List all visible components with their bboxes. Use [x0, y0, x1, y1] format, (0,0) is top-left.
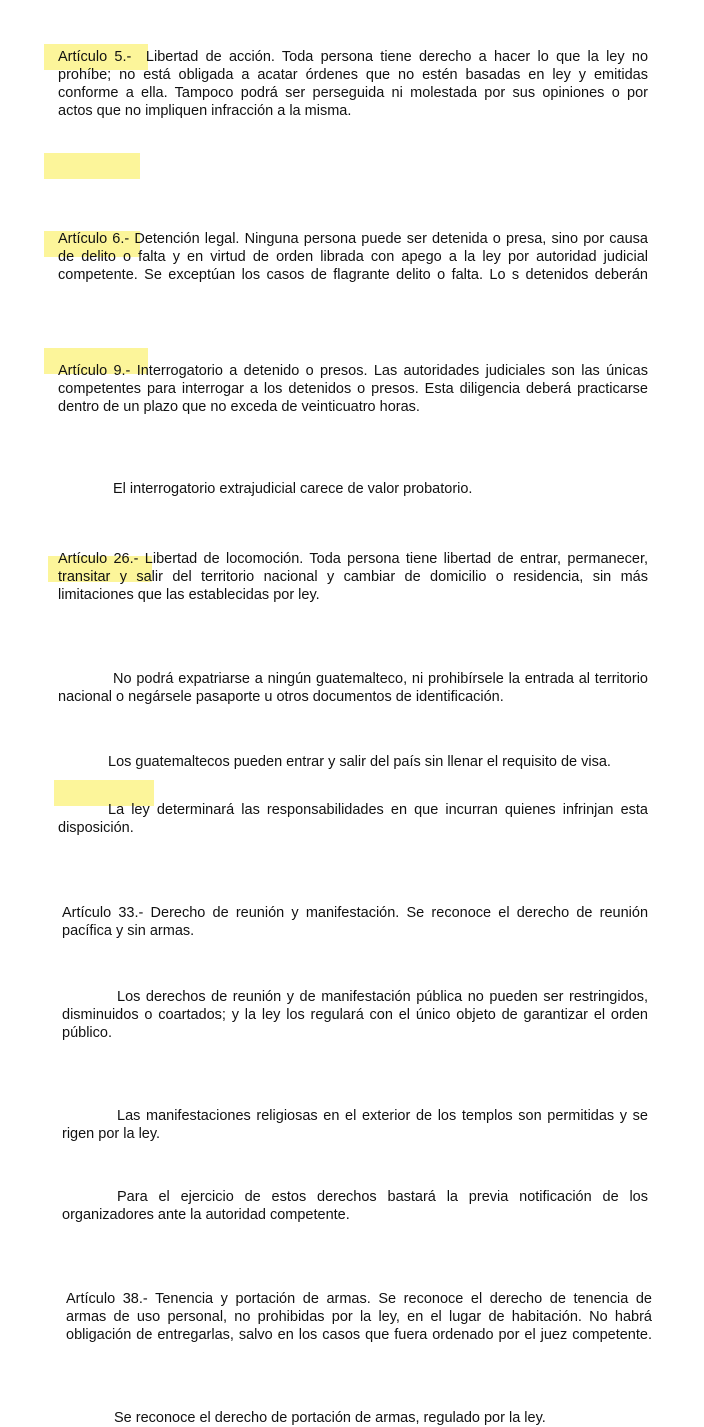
- article-33: [62, 904, 648, 940]
- article-line: transitar y salir del territorio nacional y cambiar de domicilio o residencia, sin más: [58, 569, 648, 585]
- article-line: obligación de entregarlas, salvo en los casos que fuera ordenado por el juez competente.: [66, 1327, 652, 1343]
- article-line: competentes para interrogar a los detenidos o presos. Esta diligencia deberá practicarse: [58, 381, 648, 397]
- article-26-paragraph-2: [58, 753, 648, 771]
- article-9-paragraph: [58, 480, 648, 498]
- article-26-paragraph-1: [58, 670, 648, 706]
- article-line: Las manifestaciones religiosas en el exterior de los templos son permitidas y se: [117, 1108, 648, 1124]
- article-label: Artículo 38.-: [66, 1291, 148, 1307]
- article-line: La ley determinará las responsabilidades en que incurran quienes infrinjan esta: [108, 802, 648, 818]
- article-label: Artículo 26.-: [58, 551, 139, 567]
- article-label: Artículo 9.-: [58, 363, 131, 379]
- article-line: disminuidos o coartados; y la ley los regulará con el único objeto de garantizar el orden: [62, 1007, 648, 1023]
- article-line: [66, 1290, 652, 1308]
- article-line: actos que no impliquen infracción a la misma.: [58, 103, 352, 119]
- article-text: Derecho de reunión y manifestación. Se reconoce el derecho de reunión: [150, 905, 648, 921]
- article-text: Tenencia y portación de armas. Se reconoce el derecho de tenencia de: [155, 1291, 652, 1307]
- article-33-paragraph-2: [62, 1107, 648, 1143]
- article-line: competente. Se exceptúan los casos de flagrante delito o falta. Lo s detenidos deberán: [58, 267, 648, 283]
- article-line: prohíbe; no está obligada a acatar órdenes que no estén basadas en ley y emitidas: [58, 67, 648, 83]
- article-line: de delito o falta y en virtud de orden librada con apego a la ley por autoridad judicial: [58, 249, 648, 265]
- article-label: Artículo 6.-: [58, 231, 130, 247]
- article-26: [58, 550, 648, 604]
- article-line: El interrogatorio extrajudicial carece de valor probatorio.: [113, 481, 473, 497]
- article-text: Libertad de locomoción. Toda persona tiene libertad de entrar, permanecer,: [144, 551, 648, 567]
- article-26-paragraph-3: [58, 801, 648, 837]
- article-6: [58, 230, 648, 284]
- article-line: público.: [62, 1025, 112, 1041]
- article-line: Se reconoce el derecho de portación de armas, regulado por la ley.: [114, 1410, 546, 1426]
- article-text: Libertad de acción. Toda persona tiene derecho a hacer lo que la ley no: [145, 49, 648, 65]
- article-line: Para el ejercicio de estos derechos bastará la previa notificación de los: [117, 1189, 648, 1205]
- article-line: Los guatemaltecos pueden entrar y salir del país sin llenar el requisito de visa.: [108, 754, 611, 770]
- article-line: Los derechos de reunión y de manifestación pública no pueden ser restringidos,: [117, 989, 648, 1005]
- article-line: rigen por la ley.: [62, 1126, 161, 1142]
- article-line: [58, 362, 648, 380]
- article-line: No podrá expatriarse a ningún guatemalteco, ni prohibírsele la entrada al territorio: [113, 671, 648, 687]
- article-33-paragraph-1: [62, 988, 648, 1042]
- article-38: [66, 1290, 652, 1344]
- article-line: [62, 904, 648, 922]
- article-5: [58, 48, 648, 120]
- article-text: Interrogatorio a detenido o presos. Las autoridades judiciales son las únicas: [136, 363, 648, 379]
- article-line: pacífica y sin armas.: [62, 923, 195, 939]
- article-line: [58, 48, 648, 66]
- article-33-paragraph-3: [62, 1188, 648, 1224]
- article-line: conforme a ella. Tampoco podrá ser perseguida ni molestada por sus opiniones o por: [58, 85, 648, 101]
- article-line: [58, 230, 648, 248]
- article-line: nacional o negársele pasaporte u otros documentos de identificación.: [58, 689, 504, 705]
- article-38-paragraph-1: [66, 1409, 652, 1427]
- article-line: organizadores ante la autoridad competente.: [62, 1207, 350, 1223]
- article-line: armas de uso personal, no prohibidas por la ley, en el lugar de habitación. No habrá: [66, 1309, 652, 1325]
- article-9: [58, 362, 648, 416]
- article-line: dentro de un plazo que no exceda de veinticuatro horas.: [58, 399, 420, 415]
- article-line: disposición.: [58, 820, 134, 836]
- article-line: [58, 550, 648, 568]
- article-label: Artículo 5.-: [58, 49, 132, 65]
- article-line: limitaciones que las establecidas por ley.: [58, 587, 320, 603]
- highlight-articulo-6: [44, 153, 140, 179]
- article-label: Artículo 33.-: [62, 905, 144, 921]
- article-text: Detención legal. Ninguna persona puede ser detenida o presa, sino por causa: [134, 231, 648, 247]
